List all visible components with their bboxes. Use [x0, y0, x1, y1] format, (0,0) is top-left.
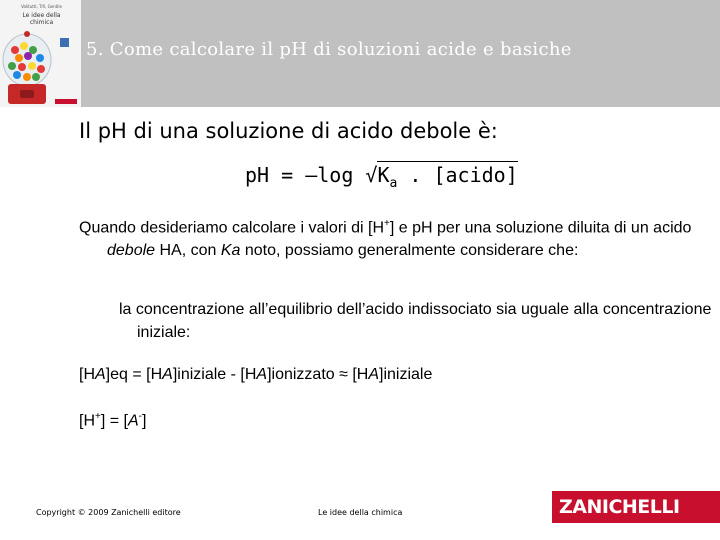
ph-formula — [245, 163, 518, 191]
paragraph-equilibrium: la concentrazione all’equilibrio dell’acido indissociato sia uguale alla concentrazione iniziale: — [119, 301, 712, 341]
eq1-b-it: A — [162, 366, 173, 383]
p1-italic-debole: debole — [107, 242, 156, 260]
eq1-a: [H — [79, 366, 95, 383]
p1-italic-ka: Ka — [220, 242, 241, 260]
eq2-b-sup: - — [138, 411, 142, 422]
cover-author: Valitutti, Tifi, Gentile — [21, 4, 62, 9]
eq1-d-it: A — [368, 366, 380, 383]
p1-text-b: ] e pH per una soluzione diluita di un acido — [389, 219, 692, 237]
cover-red-label — [55, 99, 77, 104]
formula-radicand — [377, 161, 518, 191]
formula-lhs: pH = –log — [245, 163, 366, 187]
zanichelli-logo: ZANICHELLI — [552, 491, 720, 523]
p1-text-d: noto, possiamo generalmente considerare che: — [240, 242, 579, 260]
eq2-b-it: A — [127, 412, 139, 430]
eq1-c-it: A — [256, 366, 268, 383]
equation-ha-concentration — [79, 363, 709, 386]
eq2-b: ] = [ — [100, 412, 128, 430]
formula-rest: . [acido] — [397, 163, 518, 187]
book-cover-image — [0, 0, 81, 107]
eq1-d: ]ionizzato ≈ [H — [267, 366, 369, 383]
eq1-b: ]eq = [H — [105, 366, 163, 383]
footer-copyright: Copyright © 2009 Zanichelli editore — [36, 508, 181, 517]
sqrt-symbol: √ — [365, 163, 378, 187]
cover-title: Le idee della chimica — [22, 12, 61, 26]
equation-h-equals-a — [79, 405, 709, 432]
paragraph-weak-acid — [79, 212, 720, 262]
eq1-e: ]iniziale — [379, 366, 433, 383]
intro-text: Il pH di una soluzione di acido debole è: — [79, 119, 498, 143]
eq1-a-it: A — [95, 366, 106, 383]
p1-sup: + — [384, 218, 390, 229]
eq1-c: ]iniziale - [H — [172, 366, 257, 383]
formula-k: K — [377, 163, 390, 187]
eq2-c: ] — [141, 412, 147, 430]
p1-text-a: Quando desideriamo calcolare i valori di [H — [79, 219, 385, 237]
eq2-a-sup: + — [95, 411, 101, 422]
eq2-a: [H — [79, 412, 95, 430]
header-bar — [0, 0, 720, 107]
cover-publisher-logo — [60, 38, 69, 47]
slide-title: 5. Come calcolare il pH di soluzioni acide e basiche — [86, 39, 572, 60]
p1-text-c: HA, con — [155, 242, 221, 260]
formula-k-subscript: a — [389, 176, 398, 191]
footer-book-title: Le idee della chimica — [318, 508, 403, 517]
